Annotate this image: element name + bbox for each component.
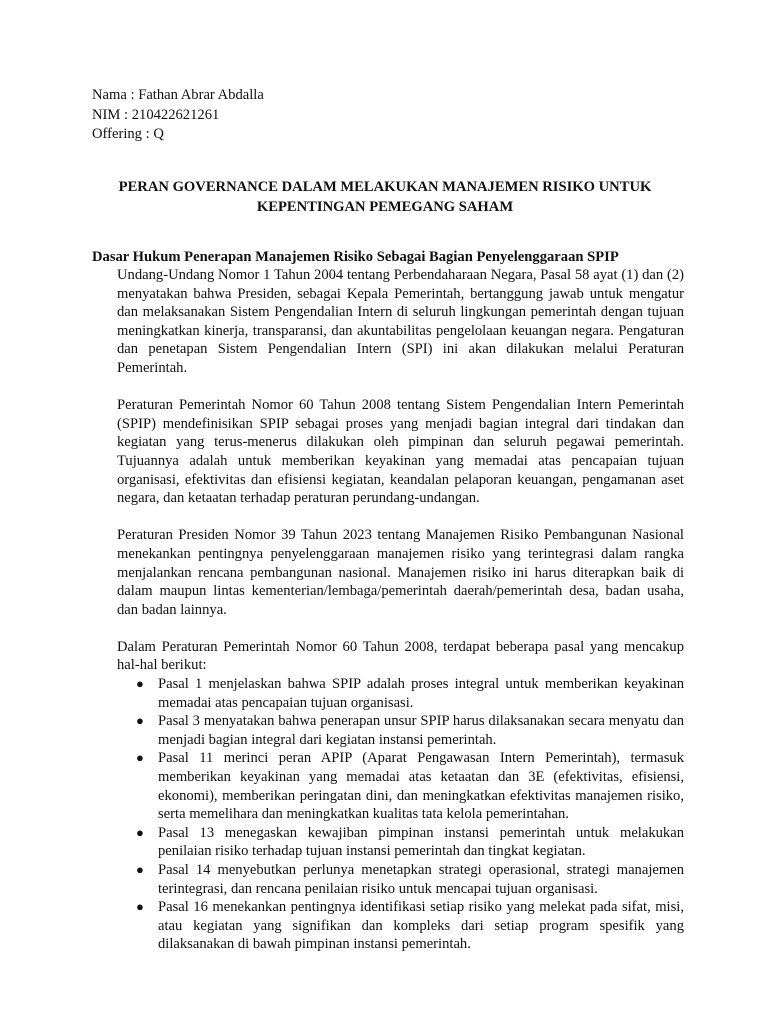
- bullet-icon: ●: [136, 824, 144, 840]
- section-heading: Dasar Hukum Penerapan Manajemen Risiko Sebagai Bagian Penyelenggaraan SPIP: [92, 249, 619, 265]
- bullet-icon: ●: [136, 862, 144, 877]
- title-line-2: KEPENTINGAN PEMEGANG SAHAM: [256, 199, 514, 215]
- pasal-list: [117, 675, 684, 954]
- list-item-text: Pasal 14 menyebutkan perlunya menetapkan strategi operasional, strategi manajemen terintegrasi, dan rencana penilaian risiko untuk mencapai tujuan organisasi.: [158, 862, 684, 897]
- list-item-text: Pasal 11 merinci peran APIP (Aparat Pengawasan Intern Pemerintah), termasuk memberikan keyakinan yang memadai atas ketaatan dan 3E (efektivitas, efisiensi, ekonomi), memberikan peringatan dini, dan meningkatkan efektivitas manajemen risiko, serta memelihara dan meningkatkan kualitas tata kelola pemerintahan.: [158, 750, 684, 823]
- list-item-pasal-11: [114, 749, 684, 823]
- paragraph-pasal-intro: Dalam Peraturan Pemerintah Nomor 60 Tahun 2008, terdapat beberapa pasal yang mencakup hal-hal berikut:: [117, 638, 684, 674]
- student-name: Nama : Fathan Abrar Abdalla: [92, 87, 264, 103]
- section-body: [117, 266, 684, 954]
- list-item-text: Pasal 16 menekankan pentingnya identifikasi setiap risiko yang melekat pada sifat, misi, atau kegiatan yang signifikan dan kompleks dari setiap program spesifik yang dilaksanakan di bawah pimpinan instansi pemerintah.: [158, 899, 684, 953]
- list-item-pasal-3: [114, 712, 684, 749]
- bullet-icon: ●: [136, 750, 144, 766]
- list-item-text: Pasal 1 menjelaskan bahwa SPIP adalah proses integral untuk memberikan keyakinan memadai atas pencapaian tujuan organisasi.: [158, 676, 684, 711]
- paragraph-perpres-39-2023: Peraturan Presiden Nomor 39 Tahun 2023 tentang Manajemen Risiko Pembangunan Nasional menekankan pentingnya penyelenggaraan manajemen risiko yang terintegrasi dalam rangka menjalankan rencana pembangunan nasional. Manajemen risiko ini harus diterapkan baik di dalam maupun lintas kementerian/lembaga/pemerintah daerah/pemerintah desa, badan usaha, dan badan lainnya.: [117, 527, 684, 618]
- student-info: [92, 86, 264, 145]
- bullet-icon: ●: [136, 676, 144, 692]
- bullet-icon: ●: [136, 899, 144, 915]
- title-line-1: PERAN GOVERNANCE DALAM MELAKUKAN MANAJEMEN RISIKO UNTUK: [118, 179, 652, 195]
- paragraph-pp-60-2008: Peraturan Pemerintah Nomor 60 Tahun 2008 tentang Sistem Pengendalian Intern Pemerintah (SPIP) mendefinisikan SPIP sebagai proses yang menjadi bagian integral dari tindakan dan kegiatan yang terus-menerus dilakukan oleh pimpinan dan seluruh pegawai pemerintah. Tujuannya adalah untuk memberikan keyakinan yang memadai atas pencapaian tujuan organisasi, efektivitas dan efisiensi kegiatan, keandalan pelaporan keuangan, pengamanan aset negara, dan ketaatan terhadap peraturan perundang-undangan.: [117, 397, 684, 507]
- list-item-text: Pasal 3 menyatakan bahwa penerapan unsur SPIP harus dilaksanakan secara menyatu dan menjadi bagian integral dari kegiatan instansi pemerintah.: [158, 713, 684, 748]
- offering-code: Offering : Q: [92, 126, 164, 142]
- list-item-pasal-16: [114, 898, 684, 954]
- list-item-pasal-13: [114, 824, 684, 861]
- paragraph-uu-1-2004: Undang-Undang Nomor 1 Tahun 2004 tentang Perbendaharaan Negara, Pasal 58 ayat (1) dan (2) menyatakan bahwa Presiden, sebagai Kepala Pemerintah, bertanggung jawab untuk mengatur dan melaksanakan Sistem Pengendalian Intern di seluruh lingkungan pemerintah dengan tujuan meningkatkan kinerja, transparansi, dan akuntabilitas pengelolaan keuangan negara. Pengaturan dan penetapan Sistem Pengendalian Intern (SPI) ini akan dilakukan melalui Peraturan Pemerintah.: [117, 267, 684, 376]
- list-item-pasal-14: [114, 861, 684, 898]
- list-item-text: Pasal 13 menegaskan kewajiban pimpinan instansi pemerintah untuk melakukan penilaian risiko terhadap tujuan instansi pemerintah dan tingkat kegiatan.: [158, 824, 684, 860]
- list-item-pasal-1: [114, 675, 684, 712]
- bullet-icon: ●: [136, 713, 144, 729]
- document-title: [92, 177, 678, 217]
- student-nim: NIM : 210422621261: [92, 106, 220, 123]
